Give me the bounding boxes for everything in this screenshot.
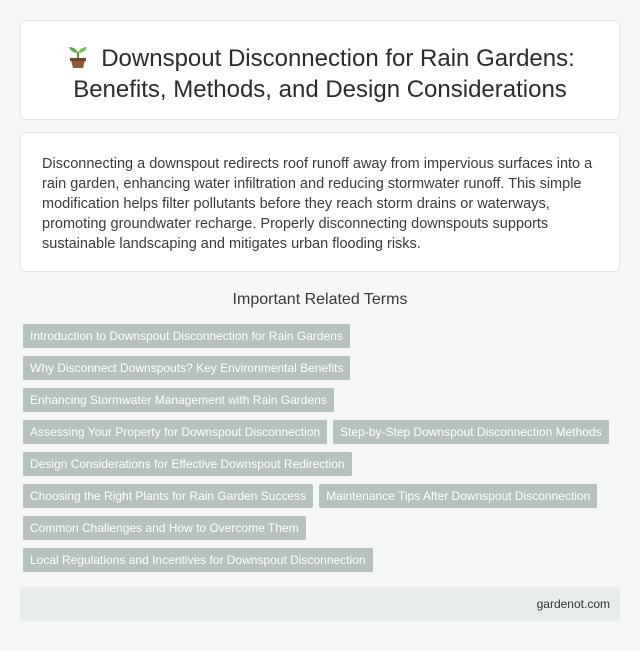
- related-term-tag[interactable]: Maintenance Tips After Downspout Disconnection: [319, 484, 597, 508]
- description-text: Disconnecting a downspout redirects roof runoff away from impervious surfaces into a rain garden, enhancing water infiltration and reducing stormwater runoff. This simple modification helps filter pollutants before they reach storm drains or waterways, promoting groundwater recharge. Properly disconnecting downspouts supports sustainable landscaping and mitigates urban flooding risks.: [42, 156, 593, 252]
- tag-row: [23, 324, 623, 356]
- related-term-tag[interactable]: Common Challenges and How to Overcome Them: [23, 516, 306, 540]
- tag-row: [23, 452, 623, 484]
- related-term-tag[interactable]: Local Regulations and Incentives for Downspout Disconnection: [23, 548, 373, 572]
- footer: [20, 587, 620, 621]
- related-term-tag[interactable]: Enhancing Stormwater Management with Rain Gardens: [23, 388, 334, 412]
- related-terms-list: [23, 324, 623, 580]
- tag-row: [23, 420, 623, 452]
- tag-row: [23, 516, 623, 548]
- footer-site[interactable]: gardenot.com: [536, 597, 610, 611]
- title-card: [20, 20, 620, 120]
- title-line-1: Downspout Disconnection for Rain Gardens:: [101, 45, 575, 72]
- related-terms-heading: Important Related Terms: [232, 291, 408, 308]
- related-term-tag[interactable]: Why Disconnect Downspouts? Key Environmental Benefits: [23, 356, 350, 380]
- tag-row: [23, 388, 623, 420]
- tag-row: [23, 356, 623, 388]
- tag-row: [23, 484, 623, 516]
- page-title: [21, 21, 619, 105]
- related-term-tag[interactable]: Choosing the Right Plants for Rain Garden Success: [23, 484, 313, 508]
- related-term-tag[interactable]: Step-by-Step Downspout Disconnection Methods: [333, 420, 608, 444]
- related-term-tag[interactable]: Assessing Your Property for Downspout Disconnection: [23, 420, 327, 444]
- related-term-tag[interactable]: Design Considerations for Effective Downspout Redirection: [23, 452, 352, 476]
- title-line-2: Benefits, Methods, and Design Considerations: [73, 76, 567, 103]
- related-term-tag[interactable]: Introduction to Downspout Disconnection for Rain Gardens: [23, 324, 350, 348]
- sprout-icon: [65, 43, 91, 69]
- description-card: [20, 132, 620, 272]
- tag-row: [23, 548, 623, 580]
